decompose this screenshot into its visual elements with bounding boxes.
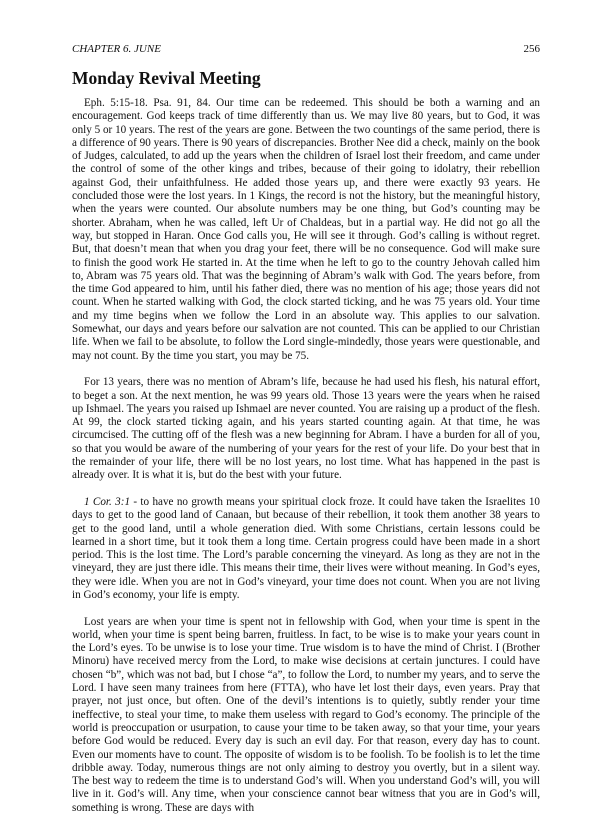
section-title: Monday Revival Meeting xyxy=(72,68,261,88)
running-header xyxy=(72,43,540,57)
paragraph-text: Lost years are when your time is spent not in fellowship with God, when your time is spent in the world, when your time is spent being barren, fruitless. In fact, to be wise is to make your years count in the Lord’s eyes. To be unwise is to lose your time. True wisdom is to have the mind of Christ. I (Brother Minoru) have received mercy from the Lord, to make wise decisions at certain junctures. I could have chosen “b”, which was not bad, but I chose “a”, to follow the Lord, to number my years, and to serve the Lord. I have seen many trainees from here (FTTA), who have let lost their days, even years. Pray that prayer, not just once, but often. One of the devil’s intentions is to quietly, subtly render your time ineffective, to steal your time, to make them useless with regard to God’s economy. The principle of the world is preoccupation or usurpation, to cause your time to be taken away, so that your time, your years before God would be reduced. Every day is such an evil day. For that reason, every day has to count. Even our moments have to count. The opposite of wisdom is to be foolish. To be foolish is to let the time dribble away. Today, numerous things are not only aiming to destroy you overtly, but in a silent way. The best way to redeem the time is to understand God’s will. When you understand God’s will, you will live in it. God’s will. Any time, when your conscience cannot bear witness that you are in God’s will, something is wrong. These are days with xyxy=(72,615,540,814)
paragraph-text: - to have no growth means your spiritual clock froze. It could have taken the Israelites 10 days to get to the good land of Canaan, but because of their rebellion, it took them another 38 years to get to the good land, until a whole generation died. With some Christians, certain lessons could be learned in a short time, but it took them a long time. Certain progress could have been made in a short period. This is the lost time. The Lord’s parable concerning the vineyard. As long as they are not in the vineyard, they are just there idle. This means their time, their lives were without meaning. In God’s eyes, they were idle. When you are not in God’s vineyard, your time does not count. When you are not living in God’s economy, your life is empty. xyxy=(72,495,540,601)
paragraph-text: For 13 years, there was no mention of Abram’s life, because he had used his flesh, his natural effort, to beget a son. At the next mention, he was 99 years old. Those 13 years were the years when he raised up Ishmael. The years you raised up Ishmael are never counted. You are raising up a product of the flesh. At 99, the clock started ticking again, and his years started counting again. At that time, he was circumcised. The cutting off of the flesh was a new beginning for Abram. I have a burden for all of you, so that you would be aware of the numbering of your years for the rest of your life. Do your best that in the remainder of your life, there will be no lost years, no lost time. What has happened in the past is already over. It is what it is, but do the best with your future. xyxy=(72,376,540,482)
paragraph xyxy=(72,376,540,482)
paragraph xyxy=(72,616,540,815)
page-number: 256 xyxy=(523,43,540,55)
body-text xyxy=(72,97,540,828)
chapter-heading: CHAPTER 6. JUNE xyxy=(72,43,161,55)
paragraph-text: Eph. 5:15-18. Psa. 91, 84. Our time can be redeemed. This should be both a warning and an encouragement. God keeps track of time differently than us. We may live 80 years, but to God, it was only 5 or 10 years. The rest of the years are gone. Between the two countings of the same period, there is a difference of 90 years. There is 90 years of discrepancies. Brother Nee did a check, mainly on the book of Judges, calculated, to add up the years when the children of Israel lost their freedom, and came under the control of some of the other kings and tribes, because of their going to idolatry, their rebellion against God, their unfaithfulness. He added those years up, and there were exactly 93 years. He concluded those were the lost years. In 1 Kings, the record is not the history, but the meaningful history, when the years were counted. Our absolute numbers may be one thing, but God’s counting may be shorter. Abraham, when he was called, left Ur of Chaldeas, but in a partial way. He did not go all the way, but stopped in Haran. Once God calls you, He will see it through. God’s calling is without regret. But, that doesn’t mean that when you drag your feet, there will be no consequence. God will make sure to finish the good work He started in. At the time when he left to go to the country Jehovah called him to, Abram was 75 years old. That was the beginning of Abram’s walk with God. The years before, from the time God appeared to him, until his father died, there was no mention of his age; those years did not count. When he started walking with God, the clock started ticking, and he was 75 years old. Your time and my time begins when we follow the Lord in an absolute way. This applies to our salvation. Somewhat, our days and years before our salvation are not counted. This can be applied to our Christian life. When we fail to be absolute, to follow the Lord single-mindedly, those years were questionable, and may not count. By the time you start, you may be 75. xyxy=(72,97,540,362)
paragraph xyxy=(72,496,540,602)
scripture-reference: 1 Cor. 3:1 xyxy=(84,495,131,508)
paragraph xyxy=(72,97,540,363)
